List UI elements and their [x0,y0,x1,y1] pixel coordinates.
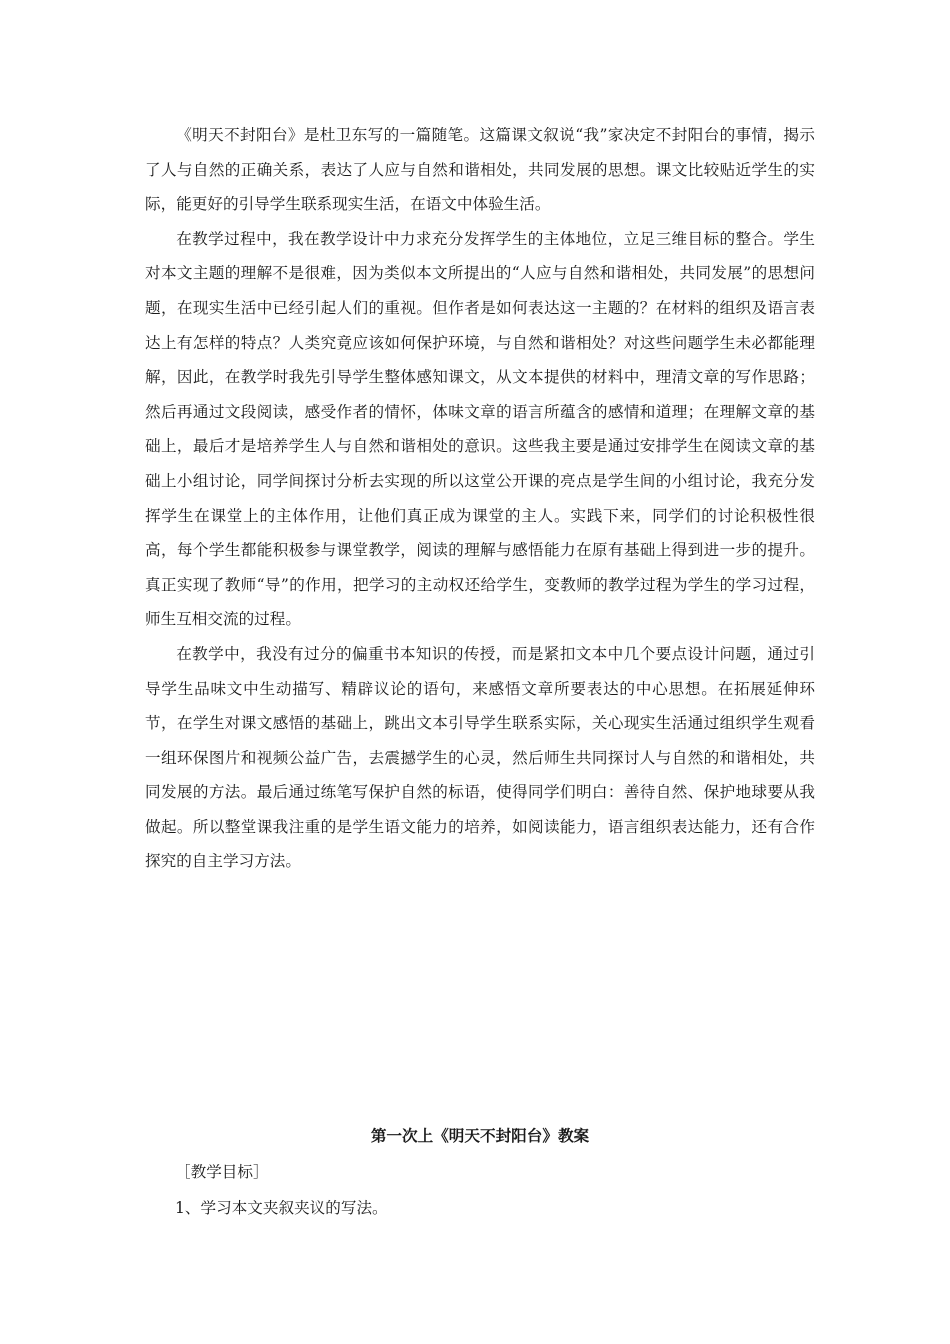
lesson-plan-heading: 第一次上《明天不封阳台》教案 [370,1126,590,1145]
goal-item-1: 1、学习本文夹叙夹议的写法。 [175,1199,388,1217]
document-body [145,118,815,879]
paragraph-teaching-method: 在教学中，我没有过分的偏重书本知识的传授，而是紧扣文本中几个要点设计问题，通过引导学生品味文中生动描写、精辟议论的语句，来感悟文章所要表达的中心思想。在拓展延伸环节，在学生对课文感悟的基础上，跳出文本引导学生联系实际，关心现实生活通过组织学生观看一组环保图片和视频公益广告，去震撼学生的心灵，然后师生共同探讨人与自然的和谐相处，共同发展的方法。最后通过练笔写保护自然的标语，使得同学们明白：善待自然、保护地球要从我做起。所以整堂课我注重的是学生语文能力的培养，如阅读能力，语言组织表达能力，还有合作探究的自主学习方法。 [145,644,815,871]
teaching-goals-label: ［教学目标］ [175,1163,269,1181]
paragraph-teaching-process: 在教学过程中，我在教学设计中力求充分发挥学生的主体地位，立足三维目标的整合。学生对本文主题的理解不是很难，因为类似本文所提出的“人应与自然和谐相处，共同发展”的思想问题，在现实生活中已经引起人们的重视。但作者是如何表达这一主题的？在材料的组织及语言表达上有怎样的特点？人类究竟应该如何保护环境，与自然和谐相处？对这些问题学生未必都能理解，因此，在教学时我先引导学生整体感知课文，从文本提供的材料中，理清文章的写作思路；然后再通过文段阅读，感受作者的情怀，体味文章的语言所蕴含的感情和道理；在理解文章的基础上，最后才是培养学生人与自然和谐相处的意识。这些我主要是通过安排学生在阅读文章的基础上小组讨论，同学间探讨分析去实现的所以这堂公开课的亮点是学生间的小组讨论，我充分发挥学生在课堂上的主体作用，让他们真正成为课堂的主人。实践下来，同学们的讨论积极性很高，每个学生都能积极参与课堂教学，阅读的理解与感悟能力在原有基础上得到进一步的提升。真正实现了教师“导”的作用，把学习的主动权还给学生，变教师的教学过程为学生的学习过程，师生互相交流的过程。 [145,229,815,629]
paragraph-intro: 《明天不封阳台》是杜卫东写的一篇随笔。这篇课文叙说“我”家决定不封阳台的事情，揭示了人与自然的正确关系，表达了人应与自然和谐相处，共同发展的思想。课文比较贴近学生的实际，能更好的引导学生联系现实生活，在语文中体验生活。 [145,126,815,214]
